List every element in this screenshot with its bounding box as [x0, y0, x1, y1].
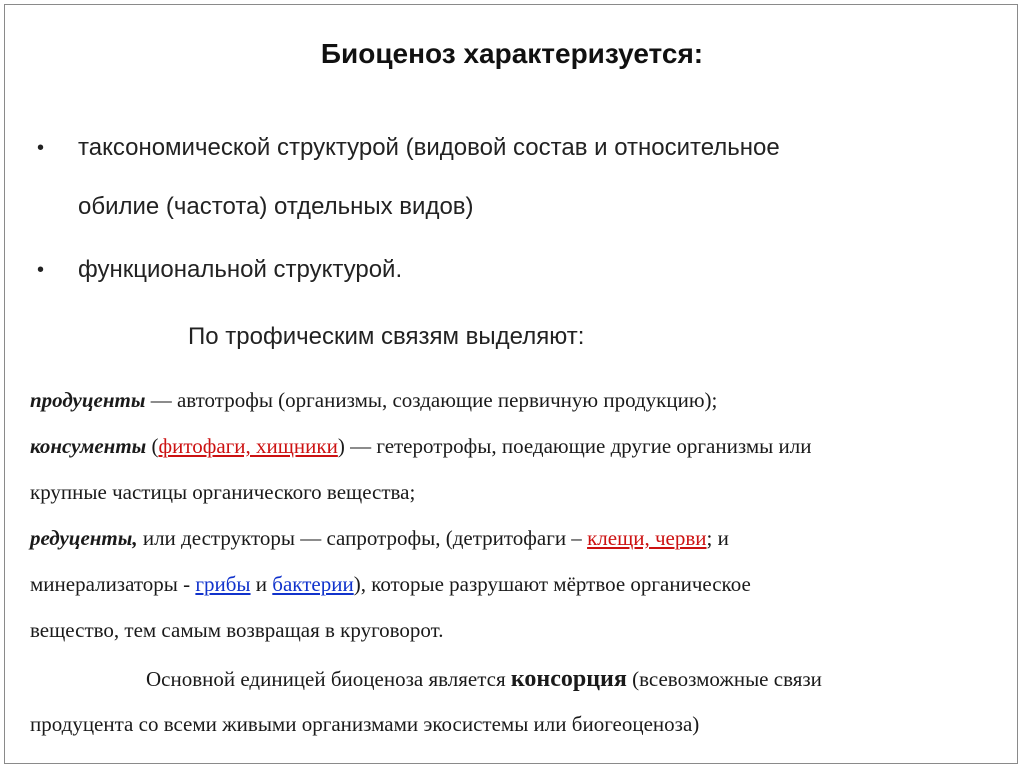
bullet-functional: функциональной структурой.	[78, 256, 403, 283]
reducers-line2-start: минерализаторы -	[30, 572, 196, 596]
link-phytophages-predators[interactable]: фитофаги, хищники	[158, 434, 338, 458]
link-mites-worms[interactable]: клещи, черви	[587, 526, 707, 550]
link-bacteria[interactable]: бактерии	[272, 572, 354, 596]
reducers-line3: вещество, тем самым возвращая в круговорот.	[30, 618, 444, 642]
producers-term: продуценты	[30, 388, 146, 412]
consortium-term: консорция	[510, 666, 627, 692]
consumers-open: (	[146, 434, 159, 458]
bullet-taxonomic-line2: обилие (частота) отдельных видов)	[78, 193, 474, 220]
reducers-line1	[30, 526, 729, 551]
slide-frame	[4, 4, 1018, 764]
reducers-and: и	[250, 572, 273, 596]
reducers-term: редуценты,	[30, 526, 138, 550]
reducers-line2	[30, 572, 751, 597]
consortium-line2: продуцента со всеми живыми организмами экосистемы или биогеоценоза)	[30, 712, 700, 736]
consumers-term: консументы	[30, 434, 147, 458]
producers-line	[30, 388, 717, 413]
trophic-heading: По трофическим связям выделяют:	[188, 323, 585, 350]
consumers-line2: крупные частицы органического вещества;	[30, 480, 416, 504]
bullet-taxonomic-line1: таксономической структурой (видовой состав и относительное	[78, 134, 780, 161]
reducers-text2: ; и	[706, 526, 729, 550]
consumers-line1	[30, 434, 811, 459]
consortium-line1	[146, 666, 822, 693]
reducers-text1: или деструкторы — сапротрофы, (детритофаги –	[137, 526, 588, 550]
producers-text: — автотрофы (организмы, создающие первичную продукцию);	[145, 388, 718, 412]
slide-title: Биоценоз характеризуется:	[320, 38, 704, 69]
bullet-marker: •	[37, 259, 45, 281]
reducers-line2-end: ), которые разрушают мёртвое органическое	[353, 572, 751, 596]
consortium-text1: Основной единицей биоценоза является	[146, 667, 511, 691]
consumers-text: ) — гетеротрофы, поедающие другие организмы или	[337, 434, 812, 458]
link-fungi[interactable]: грибы	[195, 572, 251, 596]
consortium-text2: (всевозможные связи	[626, 667, 822, 691]
bullet-marker: •	[37, 137, 45, 159]
